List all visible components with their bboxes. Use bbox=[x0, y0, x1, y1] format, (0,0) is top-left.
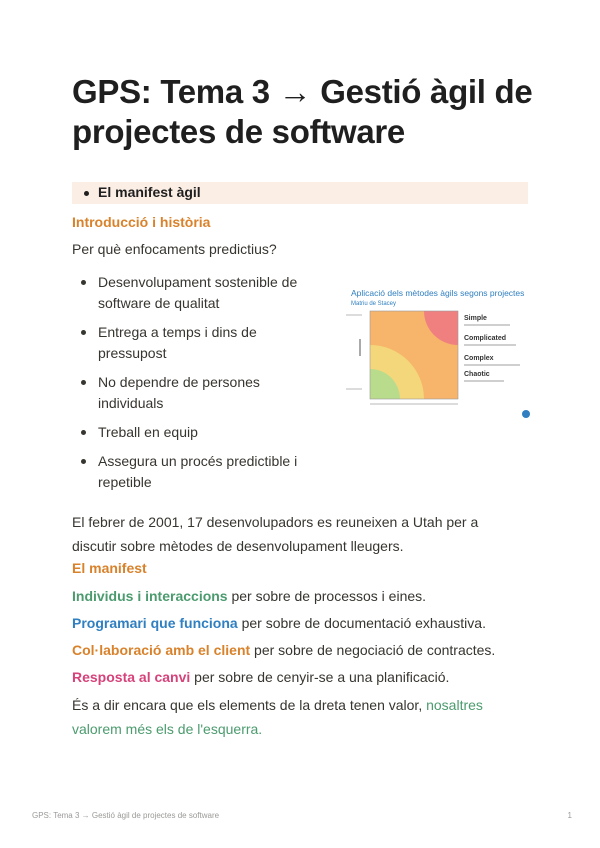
manifest-value-emphasis: Programari que funciona bbox=[72, 615, 238, 631]
manifest-value-rest: per sobre de processos i eines. bbox=[227, 588, 427, 604]
stacey-matrix-figure bbox=[340, 284, 530, 420]
manifest-value-emphasis: Col·laboració amb el client bbox=[72, 642, 251, 658]
list-item bbox=[72, 272, 322, 314]
manifest-value-emphasis: Individus i interaccions bbox=[72, 588, 228, 604]
list-item bbox=[72, 422, 322, 443]
zone-label: Simple bbox=[464, 315, 487, 322]
closing-text: És a dir encara que els elements de la dreta tenen valor, bbox=[72, 697, 427, 713]
page-footer bbox=[32, 811, 572, 820]
figure-title: Aplicació dels mètodes àgils segons projectes bbox=[351, 288, 525, 298]
manifest-value-3 bbox=[72, 638, 495, 662]
footer-title: GPS: Tema 3 → Gestió àgil de projectes de software bbox=[32, 811, 220, 820]
predictive-reasons-list bbox=[72, 272, 322, 493]
bullet-icon bbox=[81, 330, 86, 335]
manifest-value-1 bbox=[72, 584, 426, 608]
section-heading-intro: Introducció i història bbox=[72, 214, 211, 230]
list-item bbox=[72, 372, 322, 414]
bullet-icon bbox=[81, 459, 86, 464]
intro-question: Per què enfocaments predictius? bbox=[72, 241, 277, 257]
list-item-text: Desenvolupament sostenible de software de qualitat bbox=[98, 274, 298, 311]
manifest-value-emphasis: Resposta al canvi bbox=[72, 669, 191, 685]
bullet-icon bbox=[84, 191, 89, 196]
section-heading-manifest: El manifest bbox=[72, 560, 147, 576]
zone-label: Chaotic bbox=[464, 371, 490, 378]
toggle-manifest-agil[interactable] bbox=[72, 182, 528, 204]
list-item-text: No dependre de persones individuals bbox=[98, 374, 260, 411]
list-item bbox=[72, 322, 322, 364]
toggle-label: El manifest àgil bbox=[98, 184, 201, 200]
list-item-text: Assegura un procés predictible i repetible bbox=[98, 453, 298, 490]
manifest-value-4 bbox=[72, 665, 449, 689]
list-item bbox=[72, 451, 322, 493]
bullet-icon bbox=[81, 380, 86, 385]
zone-label: Complicated bbox=[464, 335, 507, 342]
list-item-text: Treball en equip bbox=[98, 424, 198, 440]
page-title: GPS: Tema 3 → Gestió àgil de projectes de software bbox=[72, 73, 533, 150]
bullet-icon bbox=[81, 430, 86, 435]
history-paragraph: El febrer de 2001, 17 desenvolupadors es reuneixen a Utah per a discutir sobre mètodes de desenvolupament lleugers. bbox=[72, 514, 479, 554]
manifest-value-rest: per sobre de documentació exhaustiva. bbox=[237, 615, 486, 631]
manifest-closing bbox=[72, 693, 512, 741]
manifest-value-2 bbox=[72, 611, 486, 635]
manifest-value-rest: per sobre de cenyir-se a una planificació. bbox=[190, 669, 450, 685]
figure-subtitle: Matriu de Stacey bbox=[351, 301, 397, 307]
figure-corner-icon bbox=[522, 410, 530, 418]
manifest-value-rest: per sobre de negociació de contractes. bbox=[250, 642, 496, 658]
list-item-text: Entrega a temps i dins de pressupost bbox=[98, 324, 257, 361]
page-number: 1 bbox=[567, 811, 572, 820]
stacey-matrix-image bbox=[340, 284, 530, 420]
zone-label: Complex bbox=[464, 355, 494, 362]
bullet-icon bbox=[81, 280, 86, 285]
closing-emphasis: nosaltres valorem més els de l'esquerra. bbox=[72, 697, 483, 737]
